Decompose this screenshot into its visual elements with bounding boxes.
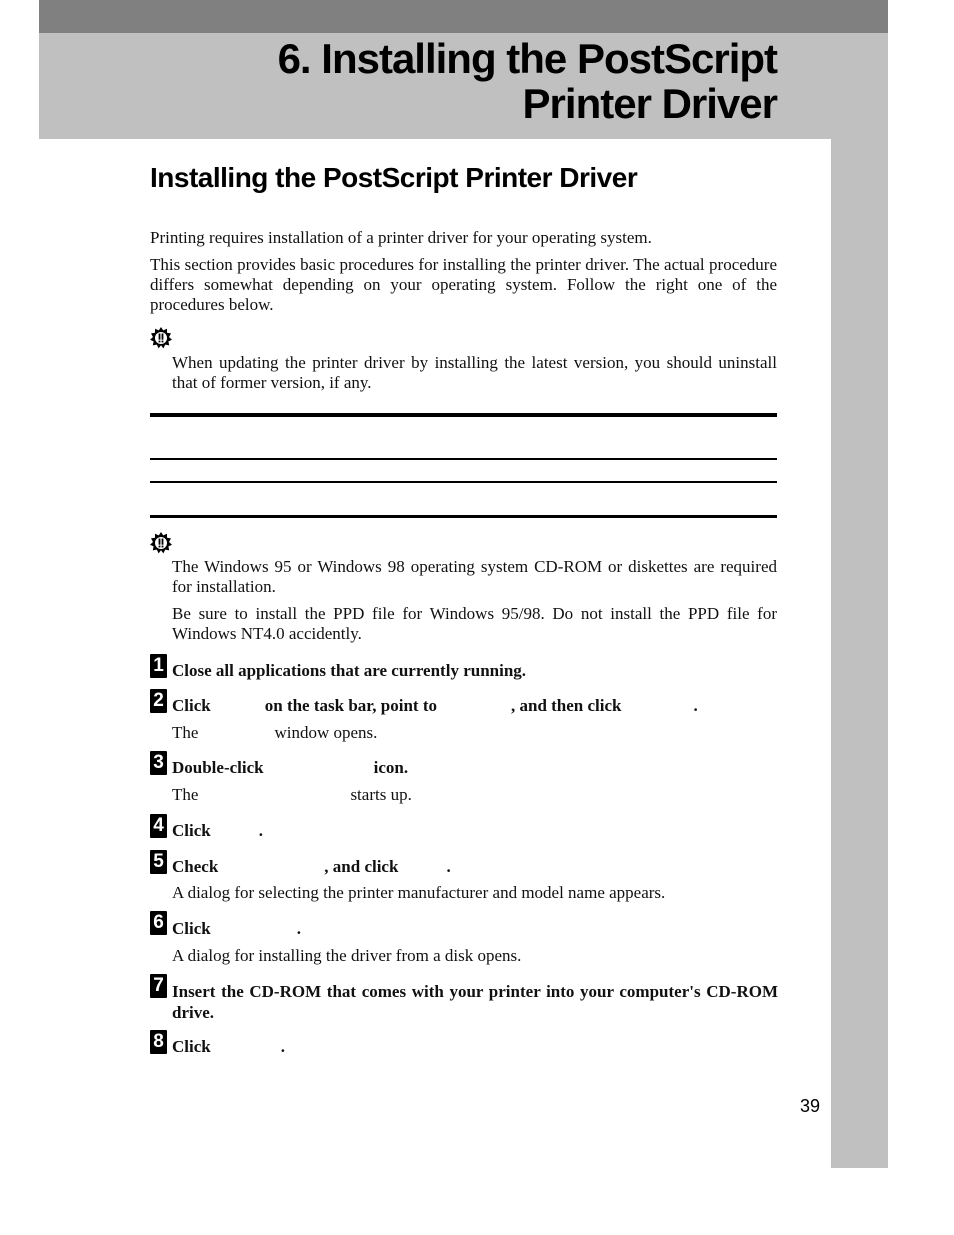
step-3-description [172, 785, 778, 805]
important-note-2b: Be sure to install the PPD file for Windows 95/98. Do not install the PPD file for Windows NT4.0 accidently. [172, 604, 777, 643]
step-3-desc-a: The [172, 785, 199, 804]
heavy-rule-bottom [150, 515, 777, 518]
section-title: Installing the PostScript Printer Driver [150, 162, 638, 193]
step-number-2: 2 [150, 689, 167, 713]
step-3-text [172, 757, 778, 778]
step-4-part-b: . [258, 821, 263, 840]
thin-rule-2 [150, 481, 777, 483]
chapter-title-line-2: Printer Driver [522, 80, 777, 127]
step-8-text [172, 1036, 778, 1057]
step-2-desc-b: window opens. [274, 723, 378, 742]
step-number-3: 3 [150, 751, 167, 775]
top-bar [39, 0, 888, 33]
step-6-description: A dialog for installing the driver from a disk opens. [172, 946, 522, 965]
thin-rule-1 [150, 458, 777, 460]
step-2-part-b: on the task bar, point to [264, 696, 437, 715]
step-2-desc-a: The [172, 723, 199, 742]
important-icon [150, 532, 172, 554]
step-3-part-a: Double-click [172, 758, 264, 777]
important-icon [150, 327, 172, 349]
step-4-part-a: Click [172, 821, 211, 840]
chapter-title [278, 36, 777, 126]
step-5-text [172, 856, 778, 877]
step-3-desc-b: starts up. [350, 785, 412, 804]
step-number-6: 6 [150, 911, 167, 935]
step-number-5: 5 [150, 850, 167, 874]
thumb-tab-band [831, 139, 888, 1168]
step-number-7: 7 [150, 974, 167, 998]
step-5-part-b: , and click [324, 857, 399, 876]
chapter-title-line-1: 6. Installing the PostScript [277, 35, 777, 82]
step-number-8: 8 [150, 1030, 167, 1054]
step-number-1: 1 [150, 654, 167, 678]
step-7-text: Insert the CD-ROM that comes with your printer into your computer's CD-ROM drive. [172, 982, 778, 1022]
step-5-part-c: . [446, 857, 451, 876]
step-6-part-a: Click [172, 919, 211, 938]
step-number-4: 4 [150, 814, 167, 838]
step-2-description [172, 723, 778, 743]
step-3-part-b: icon. [373, 758, 409, 777]
step-1-text: Close all applications that are currently running. [172, 661, 527, 680]
step-2-part-c: , and then click [510, 696, 622, 715]
step-2-part-a: Click [172, 696, 211, 715]
step-8-part-a: Click [172, 1037, 211, 1056]
important-note-2a: The Windows 95 or Windows 98 operating system CD-ROM or diskettes are required for installation. [172, 557, 777, 596]
intro-paragraph-1: Printing requires installation of a printer driver for your operating system. [150, 228, 652, 247]
important-note-1: When updating the printer driver by installing the latest version, you should uninstall that of former version, if any. [172, 353, 777, 392]
step-4-text [172, 820, 778, 841]
step-2-part-d: . [693, 696, 698, 715]
step-2-text [172, 695, 778, 716]
step-5-part-a: Check [172, 857, 219, 876]
step-5-description: A dialog for selecting the printer manufacturer and model name appears. [172, 883, 666, 902]
heavy-rule-top [150, 413, 777, 417]
step-6-text [172, 918, 778, 939]
step-6-part-b: . [296, 919, 301, 938]
step-8-part-b: . [280, 1037, 285, 1056]
intro-paragraph-2: This section provides basic procedures for installing the printer driver. The actual procedure differs somewhat depending on your operating system. Follow the right one of the procedures below. [150, 255, 777, 314]
page-number: 39 [800, 1096, 821, 1116]
